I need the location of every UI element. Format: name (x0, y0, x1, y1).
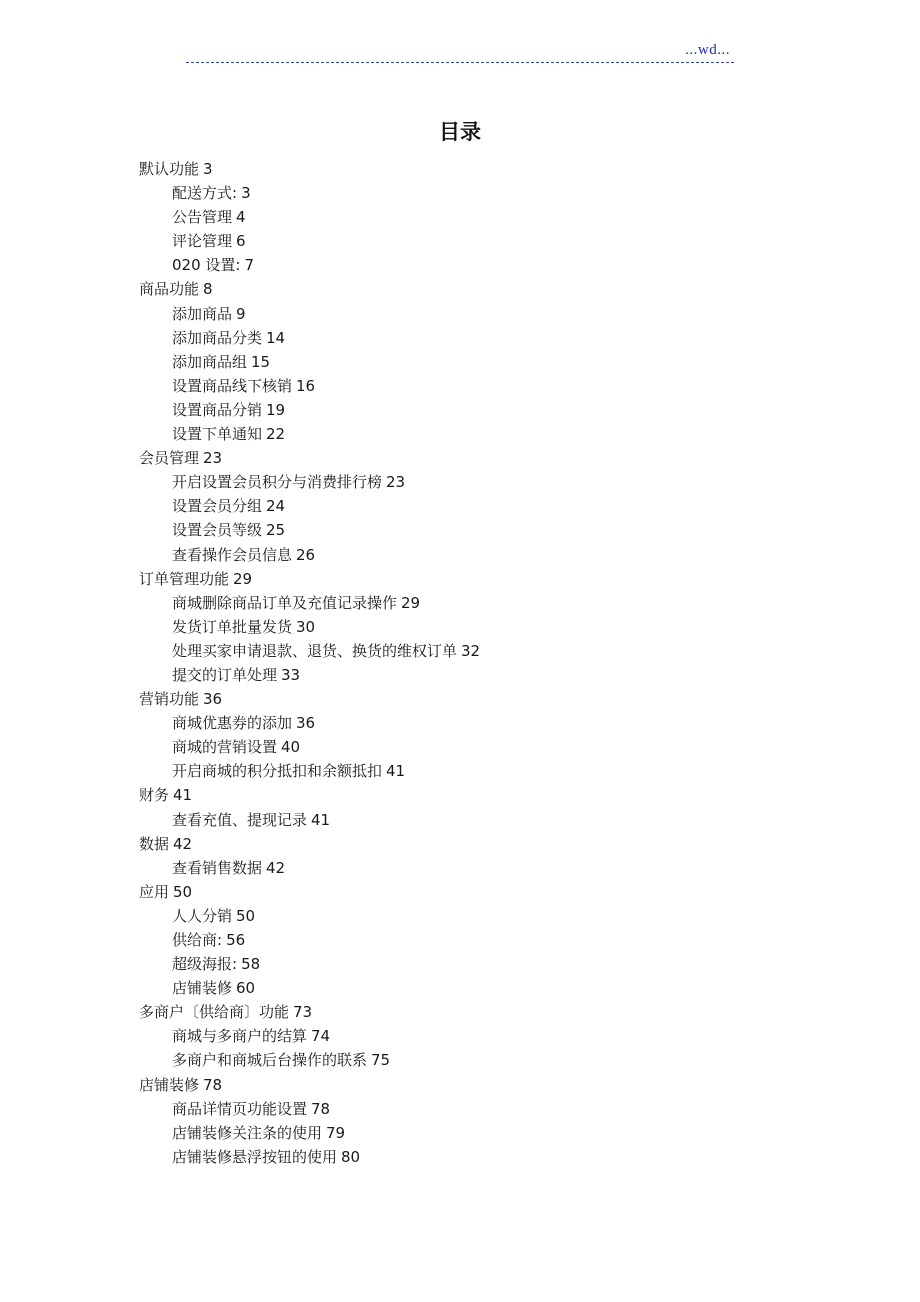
toc-page-number: 22 (266, 425, 286, 444)
toc-subsection-entry[interactable] (139, 1145, 480, 1169)
toc-page-number: 7 (244, 256, 254, 275)
toc-entry-label: 店铺装修悬浮按钮的使用 (172, 1147, 338, 1166)
toc-subsection-entry[interactable] (139, 398, 480, 422)
toc-subsection-entry[interactable] (139, 808, 480, 832)
toc-page-number: 8 (203, 280, 213, 299)
header-mark: ...wd... (685, 42, 730, 58)
toc-page-number: 4 (236, 208, 246, 227)
toc-subsection-entry[interactable] (139, 253, 480, 277)
toc-page-number: 78 (311, 1099, 331, 1118)
toc-page-number: 3 (241, 184, 251, 203)
toc-entry-label: 超级海报: (172, 955, 238, 974)
toc-page-number: 6 (236, 232, 246, 251)
toc-entry-label: 商品详情页功能设置 (172, 1099, 308, 1118)
toc-entry-label: 商城的营销设置 (172, 738, 278, 757)
toc-entry-label: 开启商城的积分抵扣和余额抵扣 (172, 762, 383, 781)
toc-entry-label: 供给商: (172, 931, 223, 949)
toc-page-number: 29 (401, 593, 421, 612)
toc-entry-label: 公告管理 (172, 208, 233, 227)
toc-subsection-entry[interactable] (139, 205, 480, 229)
toc-subsection-entry[interactable] (139, 1097, 480, 1121)
toc-entry-label: 提交的订单处理 (172, 665, 278, 684)
page-header (186, 38, 734, 63)
toc-subsection-entry[interactable] (139, 711, 480, 735)
toc-entry-label: 设置商品分销 (172, 400, 263, 419)
toc-entry-label: 发货订单批量发货 (172, 617, 293, 636)
toc-subsection-entry[interactable] (139, 928, 480, 952)
toc-entry-label: 评论管理 (172, 232, 233, 251)
toc-entry-label: 商品功能 (139, 280, 200, 299)
toc-entry-label: 店铺装修 (172, 979, 233, 998)
toc-entry-label: 多商户和商城后台操作的联系 (172, 1051, 368, 1070)
toc-subsection-entry[interactable] (139, 518, 480, 542)
toc-entry-label: 应用 (139, 882, 170, 901)
toc-entry-label: 会员管理 (139, 449, 200, 468)
toc-subsection-entry[interactable] (139, 663, 480, 687)
toc-page-number: 58 (241, 955, 261, 974)
toc-section-entry[interactable] (139, 832, 480, 856)
toc-entry-label: 数据 (139, 834, 170, 853)
toc-page-number: 41 (311, 810, 331, 829)
toc-entry-label: 配送方式: (172, 184, 238, 203)
toc-subsection-entry[interactable] (139, 181, 480, 205)
toc-page-number: 30 (296, 617, 316, 636)
toc-entry-label: 商城删除商品订单及充值记录操作 (172, 593, 398, 612)
toc-entry-label: 020 设置: (172, 256, 241, 275)
toc-entry-label: 默认功能 (139, 160, 200, 178)
toc-entry-label: 营销功能 (139, 690, 200, 709)
toc-subsection-entry[interactable] (139, 543, 480, 567)
toc-entry-label: 添加商品组 (172, 352, 248, 371)
toc-page-number: 14 (266, 328, 286, 347)
toc-subsection-entry[interactable] (139, 350, 480, 374)
toc-entry-label: 多商户〔供给商〕功能 (139, 1003, 290, 1022)
toc-page-number: 29 (233, 569, 253, 588)
toc-page-number: 56 (226, 931, 246, 949)
toc-entry-label: 处理买家申请退款、退货、换货的维权订单 (172, 641, 458, 660)
toc-subsection-entry[interactable] (139, 1121, 480, 1145)
toc-page-number: 32 (461, 641, 481, 660)
toc-entry-label: 开启设置会员积分与消费排行榜 (172, 473, 383, 492)
toc-section-entry[interactable] (139, 1073, 480, 1097)
toc-entry-label: 设置会员分组 (172, 497, 263, 516)
toc-page-number: 74 (311, 1027, 331, 1046)
toc-page-number: 41 (173, 786, 193, 805)
table-of-contents (139, 157, 480, 1169)
toc-entry-label: 设置会员等级 (172, 521, 263, 540)
toc-entry-label: 订单管理功能 (139, 569, 230, 588)
toc-page-number: 25 (266, 521, 286, 540)
toc-entry-label: 查看操作会员信息 (172, 545, 293, 564)
toc-page-number: 36 (296, 714, 316, 733)
toc-section-entry[interactable] (139, 1000, 480, 1024)
toc-page-number: 73 (293, 1003, 313, 1022)
toc-subsection-entry[interactable] (139, 326, 480, 350)
toc-section-entry[interactable] (139, 783, 480, 807)
toc-section-entry[interactable] (139, 880, 480, 904)
toc-page-number: 19 (266, 400, 286, 419)
toc-subsection-entry[interactable] (139, 229, 480, 253)
toc-entry-label: 添加商品分类 (172, 328, 263, 347)
toc-page-number: 33 (281, 665, 301, 684)
toc-title: 目录 (439, 120, 481, 144)
toc-entry-label: 查看销售数据 (172, 858, 263, 877)
toc-page-number: 9 (236, 304, 246, 323)
toc-page-number: 41 (386, 762, 406, 781)
toc-page-number: 23 (386, 473, 406, 492)
toc-page-number: 75 (371, 1051, 391, 1070)
toc-section-entry[interactable] (139, 157, 480, 181)
toc-subsection-entry[interactable] (139, 302, 480, 326)
toc-subsection-entry[interactable] (139, 591, 480, 615)
toc-page-number: 3 (203, 160, 213, 178)
toc-page-number: 42 (173, 834, 193, 853)
toc-subsection-entry[interactable] (139, 856, 480, 880)
toc-subsection-entry[interactable] (139, 735, 480, 759)
toc-page-number: 42 (266, 858, 286, 877)
toc-page-number: 26 (296, 545, 316, 564)
toc-page-number: 15 (251, 352, 271, 371)
toc-entry-label: 商城优惠券的添加 (172, 714, 293, 733)
toc-page-number: 60 (236, 979, 256, 998)
toc-page-number: 50 (173, 882, 193, 901)
toc-page-number: 40 (281, 738, 301, 757)
toc-subsection-entry[interactable] (139, 615, 480, 639)
toc-subsection-entry[interactable] (139, 422, 480, 446)
toc-section-entry[interactable] (139, 446, 480, 470)
toc-entry-label: 设置下单通知 (172, 425, 263, 444)
toc-subsection-entry[interactable] (139, 639, 480, 663)
toc-subsection-entry[interactable] (139, 374, 480, 398)
toc-subsection-entry[interactable] (139, 1024, 480, 1048)
toc-entry-label: 人人分销 (172, 906, 233, 925)
toc-section-entry[interactable] (139, 277, 480, 301)
toc-page-number: 80 (341, 1147, 361, 1166)
toc-entry-label: 店铺装修关注条的使用 (172, 1123, 323, 1142)
toc-entry-label: 财务 (139, 786, 170, 805)
toc-page-number: 36 (203, 690, 223, 709)
toc-page-number: 16 (296, 376, 316, 395)
toc-page-number: 79 (326, 1123, 346, 1142)
toc-subsection-entry[interactable] (139, 952, 480, 976)
toc-section-entry[interactable] (139, 567, 480, 591)
toc-entry-label: 设置商品线下核销 (172, 376, 293, 395)
toc-subsection-entry[interactable] (139, 470, 480, 494)
toc-section-entry[interactable] (139, 687, 480, 711)
toc-page-number: 50 (236, 906, 256, 925)
toc-subsection-entry[interactable] (139, 976, 480, 1000)
toc-entry-label: 添加商品 (172, 304, 233, 323)
toc-subsection-entry[interactable] (139, 1048, 480, 1072)
toc-subsection-entry[interactable] (139, 494, 480, 518)
toc-subsection-entry[interactable] (139, 904, 480, 928)
toc-page-number: 78 (203, 1075, 223, 1094)
toc-page-number: 23 (203, 449, 223, 468)
toc-entry-label: 商城与多商户的结算 (172, 1027, 308, 1046)
toc-entry-label: 查看充值、提现记录 (172, 810, 308, 829)
toc-page-number: 24 (266, 497, 286, 516)
toc-entry-label: 店铺装修 (139, 1075, 200, 1094)
toc-subsection-entry[interactable] (139, 759, 480, 783)
